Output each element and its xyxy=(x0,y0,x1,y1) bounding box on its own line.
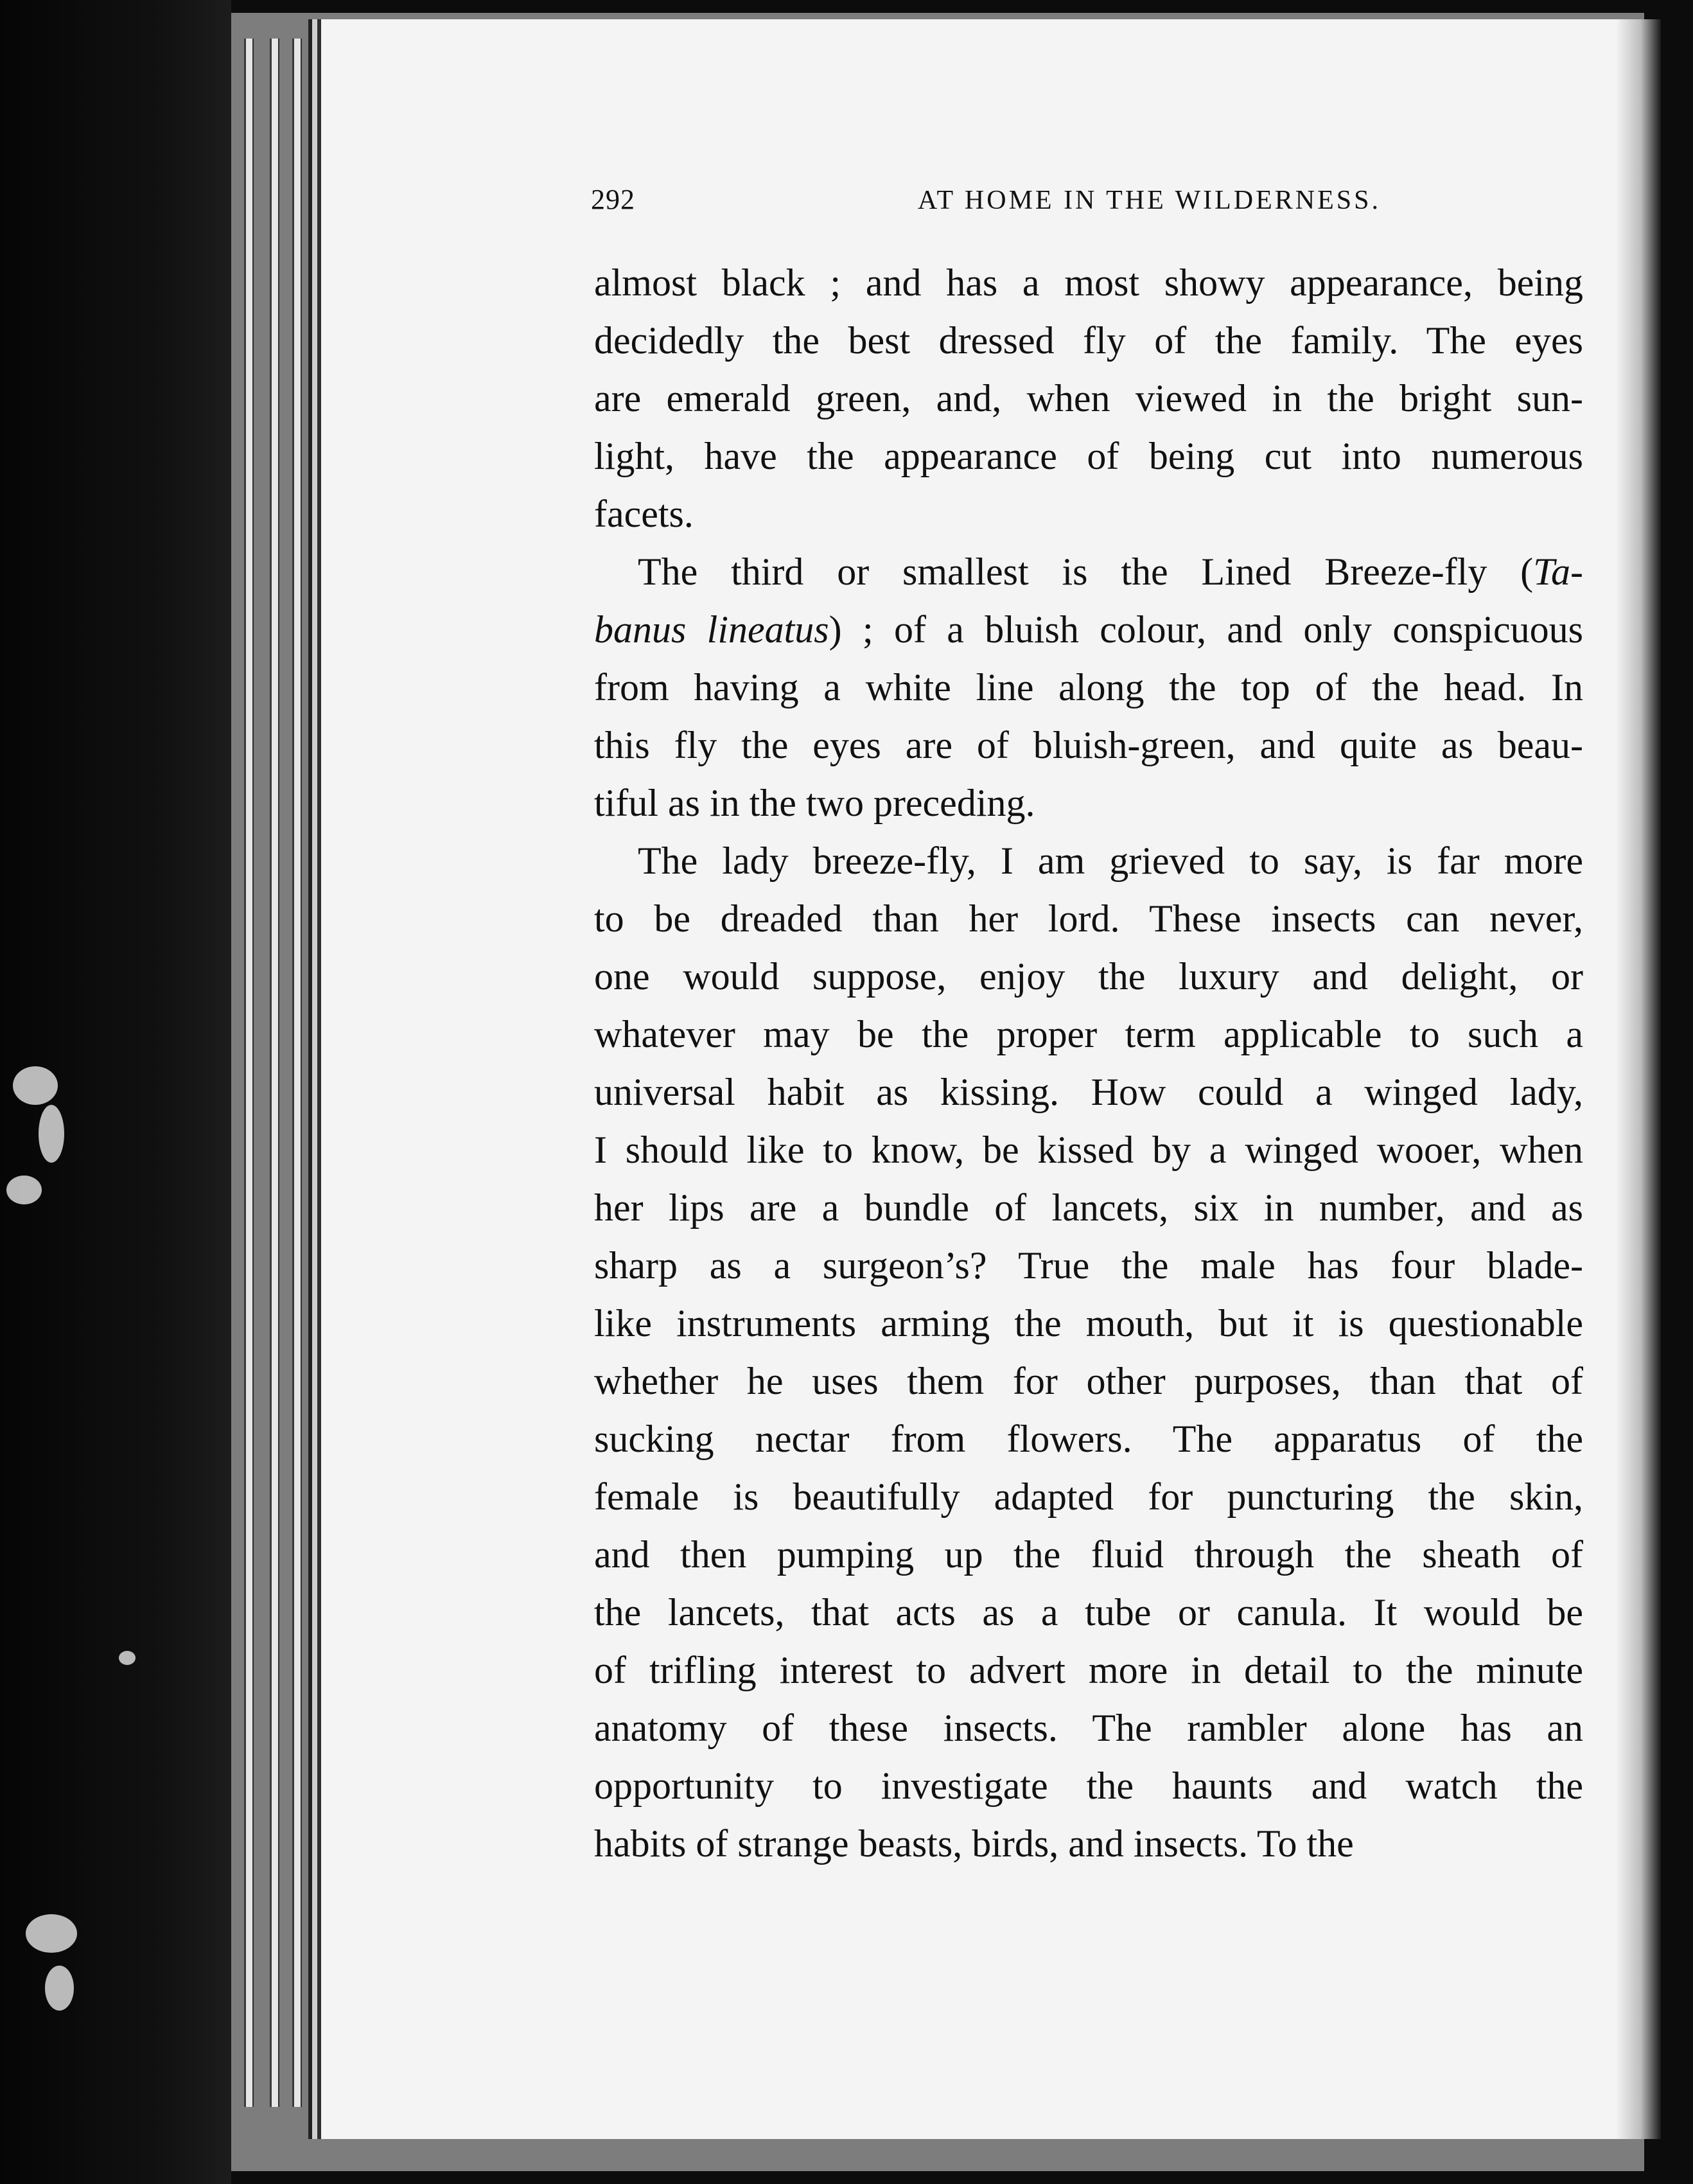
text-line xyxy=(594,543,1583,601)
page-edge-line xyxy=(270,39,279,2107)
text-line: facets. xyxy=(594,493,694,535)
paper-fleck xyxy=(13,1066,58,1105)
text-line: anatomy of these insects. The rambler alone has an xyxy=(594,1707,1583,1749)
body-text xyxy=(594,254,1583,1872)
text-line: opportunity to investigate the haunts and watch the xyxy=(594,1765,1583,1807)
text-line: The lady breeze-fly, I am grieved to say, is far more xyxy=(638,840,1583,882)
page-right-edge xyxy=(1616,19,1661,2139)
paper-fleck xyxy=(39,1105,64,1163)
text-line: decidedly the best dressed fly of the family. The eyes xyxy=(594,319,1583,362)
running-header xyxy=(591,183,1381,228)
paper-fleck xyxy=(119,1651,136,1665)
text-line: whether he uses them for other purposes, than that of xyxy=(594,1360,1583,1402)
text-segment: The third or smallest is the Lined Breeze-fly ( xyxy=(638,550,1534,593)
text-line: her lips are a bundle of lancets, six in number, and as xyxy=(594,1186,1583,1229)
text-line: almost black ; and has a most showy appearance, being xyxy=(594,261,1583,304)
text-line: habits of strange beasts, birds, and insects. To the xyxy=(594,1822,1354,1865)
page-edge-line xyxy=(244,39,254,2107)
text-line: sucking nectar from flowers. The apparatus of the xyxy=(594,1418,1583,1460)
page-edge-line xyxy=(311,39,321,2107)
paragraph xyxy=(594,254,1583,543)
text-line: whatever may be the proper term applicable to such a xyxy=(594,1013,1583,1055)
text-line: I should like to know, be kissed by a winged wooer, when xyxy=(594,1129,1583,1171)
italic-text: Ta- xyxy=(1533,550,1583,593)
text-line: sharp as a surgeon’s? True the male has four blade- xyxy=(594,1244,1583,1287)
text-line: female is beautifully adapted for puncturing the skin, xyxy=(594,1475,1583,1518)
book-spine-shadow xyxy=(0,0,231,2184)
text-line: like instruments arming the mouth, but it is questionable xyxy=(594,1302,1583,1344)
text-line: to be dreaded than her lord. These insects can never, xyxy=(594,897,1583,940)
text-line: from having a white line along the top of the head. In xyxy=(594,666,1583,709)
page-edge-line xyxy=(292,39,302,2107)
italic-text: banus lineatus xyxy=(594,608,829,651)
paper-fleck xyxy=(6,1176,42,1204)
text-segment: ) ; of a bluish colour, and only conspicuous xyxy=(829,608,1584,651)
text-line: this fly the eyes are of bluish-green, and quite as beau- xyxy=(594,724,1583,766)
paper-fleck xyxy=(45,1966,74,2011)
page-number: 292 xyxy=(591,184,635,215)
text-line: are emerald green, and, when viewed in the bright sun- xyxy=(594,377,1583,419)
text-line: of trifling interest to advert more in detail to the minute xyxy=(594,1649,1583,1691)
text-line: universal habit as kissing. How could a winged lady, xyxy=(594,1071,1583,1113)
text-line xyxy=(594,601,1583,658)
running-title: AT HOME IN THE WILDERNESS. xyxy=(917,186,1381,215)
paragraph xyxy=(594,832,1583,1872)
text-line: light, have the appearance of being cut into numerous xyxy=(594,435,1583,477)
text-line: one would suppose, enjoy the luxury and delight, or xyxy=(594,955,1583,998)
paper-fleck xyxy=(26,1914,77,1953)
paragraph xyxy=(594,543,1583,832)
text-line: tiful as in the two preceding. xyxy=(594,782,1035,824)
text-line: the lancets, that acts as a tube or canula. It would be xyxy=(594,1591,1583,1634)
text-line: and then pumping up the fluid through the sheath of xyxy=(594,1533,1583,1576)
